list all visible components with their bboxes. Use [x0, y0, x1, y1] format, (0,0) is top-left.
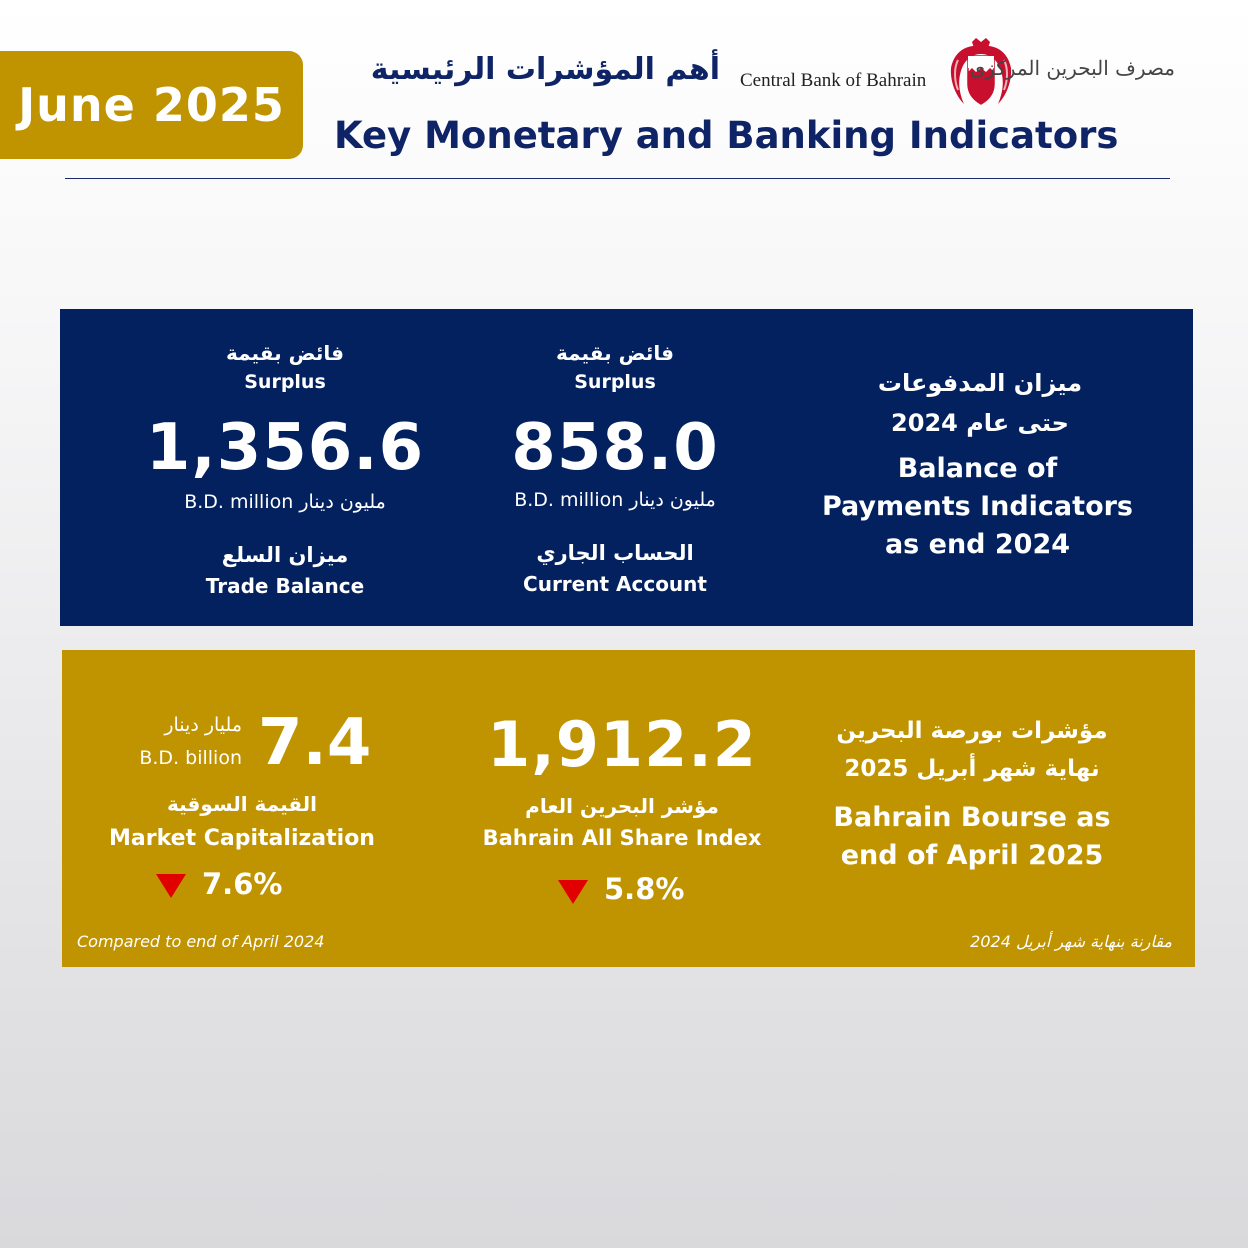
market-cap-unit-en: B.D. billion [139, 747, 242, 769]
all-share-index-value: 1,912.2 [487, 708, 757, 781]
bop-heading-ar-2: حتى عام 2024 [891, 409, 1069, 437]
trade-balance-status-en: Surplus [244, 371, 326, 393]
all-share-index-label-en: Bahrain All Share Index [482, 826, 762, 850]
market-cap-value: 7.4 [258, 706, 372, 780]
current-account-status-ar: فائض بقيمة [556, 341, 674, 365]
market-cap-label-ar: القيمة السوقية [166, 792, 318, 816]
balance-of-payments-panel [60, 309, 1193, 626]
market-cap-card [92, 650, 422, 967]
bahrain-bourse-panel [62, 650, 1195, 967]
current-account-unit: B.D. million مليون دينار [514, 489, 716, 511]
comparison-note-ar: مقارنة بنهاية شهر أبريل 2024 [970, 932, 1172, 951]
bop-heading-ar-1: ميزان المدفوعات [877, 369, 1083, 397]
page-title-ar: أهم المؤشرات الرئيسية [370, 52, 720, 87]
triangle-down-icon [558, 880, 588, 904]
current-account-value: 858.0 [511, 411, 719, 485]
comparison-note-en: Compared to end of April 2024 [77, 932, 325, 951]
all-share-index-card [452, 650, 792, 967]
bourse-heading-ar-1: مؤشرات بورصة البحرين [836, 718, 1108, 744]
bop-heading-en-2: Payments Indicators [821, 491, 1133, 522]
current-account-label-ar: الحساب الجاري [536, 541, 694, 565]
trade-balance-value: 1,356.6 [145, 411, 425, 485]
bop-heading-en-3: as end 2024 [884, 529, 1071, 560]
current-account-status-en: Surplus [574, 371, 656, 393]
current-account-label-en: Current Account [523, 572, 707, 596]
bourse-heading-en-2: end of April 2025 [840, 840, 1104, 871]
trade-balance-status-ar: فائض بقيمة [226, 341, 344, 365]
bourse-heading-en-1: Bahrain Bourse as [833, 802, 1111, 833]
market-cap-unit-ar: مليار دينار [164, 714, 242, 736]
triangle-down-icon [156, 874, 186, 898]
header-divider [65, 178, 1170, 179]
trade-balance-unit: B.D. million مليون دينار [184, 491, 386, 513]
bank-name-en: Central Bank of Bahrain [740, 70, 927, 91]
current-account-card [460, 309, 770, 626]
trade-balance-label-ar: ميزان السلع [221, 543, 349, 567]
market-cap-label-en: Market Capitalization [109, 826, 375, 851]
bank-name-ar: مصرف البحرين المركزي [969, 56, 1175, 80]
date-badge [0, 51, 303, 159]
market-cap-change: 7.6% [202, 867, 283, 901]
trade-balance-label-en: Trade Balance [205, 574, 365, 598]
trade-balance-card [120, 309, 450, 626]
bop-heading-en-1: Balance of [897, 453, 1058, 484]
page-title-en: Key Monetary and Banking Indicators [334, 114, 1119, 157]
bourse-heading-ar-2: نهاية شهر أبريل 2025 [844, 756, 1100, 782]
all-share-index-label-ar: مؤشر البحرين العام [525, 794, 719, 818]
date-badge-label: June 2025 [18, 78, 285, 132]
all-share-index-change: 5.8% [604, 872, 685, 906]
